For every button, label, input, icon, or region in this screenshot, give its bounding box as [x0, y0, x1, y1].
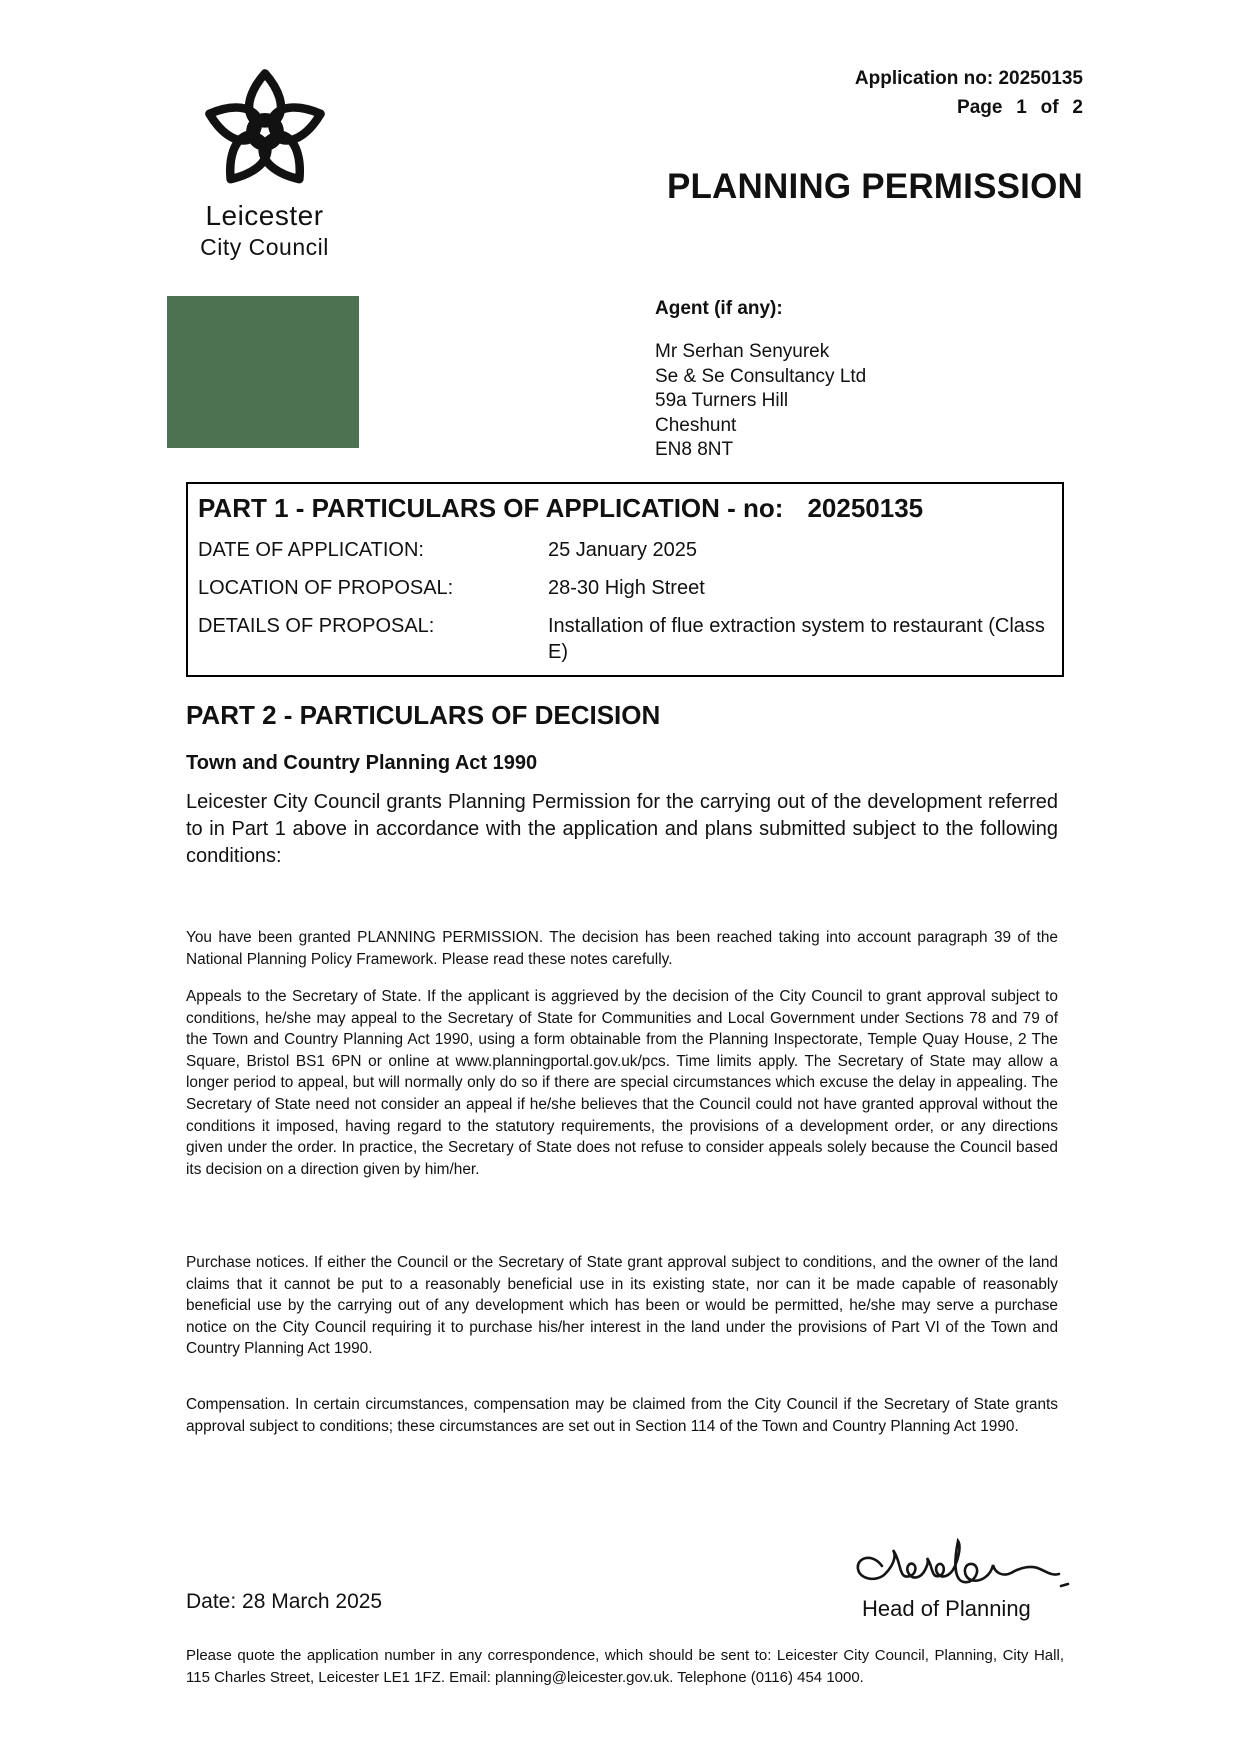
agent-section — [655, 298, 866, 463]
application-number: Application no: 20250135 — [854, 68, 1083, 89]
agent-address-line: Se & Se Consultancy Ltd — [655, 365, 867, 387]
row-value-details-of-proposal: Installation of flue extraction system to restaurant (Class E) — [548, 615, 1045, 663]
planning-act-heading: Town and Country Planning Act 1990 — [186, 752, 538, 774]
signature-image — [852, 1538, 1070, 1605]
note-paragraph-purchase-notices: Purchase notices. If either the Council or the Secretary of State grant approval subject to conditions, and the owner of the land claims that it cannot be put to a reasonably beneficial use in its existing state, nor can it be made capable of reasonably beneficial use by the carrying out of any development which has been or would be permitted, he/she may serve a purchase notice on the City Council requiring it to purchase his/her interest in the land under the provisions of Part VI of the Town and Country Planning Act 1990. — [186, 1254, 1058, 1358]
row-label-location-of-proposal: LOCATION OF PROPOSAL: — [198, 577, 454, 599]
part1-title-label: PART 1 - PARTICULARS OF APPLICATION - no: — [198, 493, 784, 523]
table-row — [188, 527, 1062, 565]
page-number: Page 1 of 2 — [957, 97, 1083, 118]
row-label-details-of-proposal: DETAILS OF PROPOSAL: — [198, 615, 435, 637]
row-label-date-of-application: DATE OF APPLICATION: — [198, 539, 424, 561]
council-logo — [182, 64, 347, 261]
row-value-date-of-application: 25 January 2025 — [548, 539, 698, 561]
note-paragraph-appeals: Appeals to the Secretary of State. If the applicant is aggrieved by the decision of the City Council to grant approval subject to conditions, he/she may appeal to the Secretary of State for Communities and Local Government under Sections 78 and 79 of the Town and Country Planning Act 1990, using a form obtainable from the Planning Inspectorate, Temple Quay House, 2 The Square, Bristol BS1 6PN or online at www.planningportal.gov.uk/pcs. Time limits apply. The Secretary of State may allow a longer period to appeal, but will normally only do so if there are special circumstances which excuse the delay in appealing. The Secretary of State need not consider an appeal if he/she believes that the Council could not have granted approval without the conditions it imposed, having regard to the statutory requirements, the provisions of a development order, or any directions given under the order. In practice, the Secretary of State does not refuse to consider appeals solely because the Council based its decision on a direction given by him/her. — [186, 988, 1058, 1178]
part1-application-number: 20250135 — [807, 493, 924, 523]
logo-wordmark-line1: Leicester — [205, 200, 324, 231]
decision-date: Date: 28 March 2025 — [186, 1590, 383, 1613]
row-value-location-of-proposal: 28-30 High Street — [548, 577, 705, 599]
note-paragraph-compensation: Compensation. In certain circumstances, compensation may be claimed from the City Council if the Secretary of State grants approval subject to conditions; these circumstances are set out in Section 114 of the Town and Country Planning Act 1990. — [186, 1396, 1058, 1435]
grant-paragraph: Leicester City Council grants Planning Permission for the carrying out of the development referred to in Part 1 above in accordance with the application and plans submitted subject to the following conditions: — [186, 791, 1058, 867]
footer-text: Please quote the application number in any correspondence, which should be sent to: Leicester City Council, Planning, City Hall, 115 Charles Street, Leicester LE1 1FZ. Email: planning@leicester.gov.uk. Telephone (0116) 454 1000. — [186, 1647, 1064, 1686]
handwritten-signature-icon — [852, 1538, 1070, 1600]
agent-address-line: Cheshunt — [655, 414, 737, 436]
table-row — [188, 565, 1062, 603]
part1-particulars-table — [186, 482, 1064, 677]
agent-address-line: EN8 8NT — [655, 439, 734, 460]
agent-address-line: Mr Serhan Senyurek — [655, 341, 830, 362]
document-title: PLANNING PERMISSION — [666, 167, 1083, 206]
agent-heading: Agent (if any): — [655, 298, 783, 319]
agent-address-line: 59a Turners Hill — [655, 390, 789, 411]
table-row — [188, 603, 1062, 675]
signatory-title: Head of Planning — [862, 1596, 1031, 1621]
document-header — [667, 68, 1083, 207]
redaction-box — [167, 296, 359, 448]
note-paragraph-granted: You have been granted PLANNING PERMISSION. The decision has been reached taking into account paragraph 39 of the National Planning Policy Framework. Please read these notes carefully. — [186, 929, 1058, 968]
part2-title: PART 2 - PARTICULARS OF DECISION — [186, 700, 661, 730]
cinquefoil-flower-icon — [198, 64, 332, 196]
part1-title — [188, 484, 1062, 527]
logo-wordmark-line2: City Council — [200, 234, 329, 260]
